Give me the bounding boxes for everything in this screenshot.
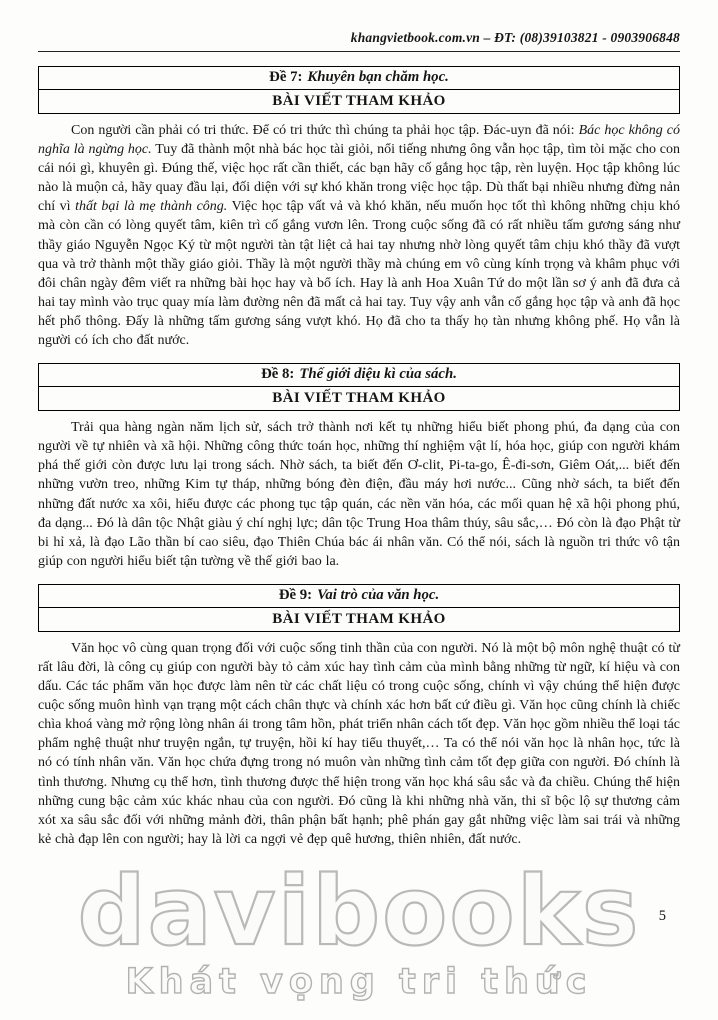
essay-paragraph: Trải qua hàng ngàn năm lịch sử, sách trở thành nơi kết tụ những hiểu biết phong phú, đa dạng của con người về tự nhiên và xã hội. Những công thức toán học, những thí nghiệm vật lí, hóa học, giúp con người khám phá thế giới còn được lưu lại trong sách. Nhờ sách, ta biết đến Ơ-clit, Pi-ta-go, Ê-đi-sơn, Giêm Oát,... biết đến những vườn treo, những Kim tự tháp, những bóng đèn điện, đầu máy hơi nước... Cũng nhờ sách, ta biết đến những đất nước xa xôi, hiểu được các phong tục tập quán, các nền văn hóa, các mối quan hệ xã hội phong phú, đa dạng... Đó là dân tộc Nhật giàu ý chí nghị lực; dân tộc Trung Hoa thâm thúy, sâu sắc,… Đó còn là đạo Phật từ bi hỉ xả, là đạo Lão thần bí cao siêu, đạo Thiên Chúa bác ái nhân văn. Có thể nói, sách là nguồn tri thức vô tận giúp con người hiểu biết tận tường về thế giới bao la. <box>38 420 680 569</box>
essay-paragraph: Con người cần phải có tri thức. Để có tri thức thì chúng ta phải học tập. Đác-uyn đã nói: Bác học không có nghĩa là ngừng học. Tuy đã thành một nhà bác học tài giỏi, nổi tiếng nhưng ông vẫn học tập, tìm tòi mặc cho con cái nói gì, khuyên gì. Đúng thế, việc học rất cần thiết, các bạn hãy cố gắng học tập, rèn luyện. Học tập không lúc nào là muộn cả, hãy quay đầu lại, đối diện với sự khó khăn trong việc học tập. Dù thất bại nhiều nhưng đừng nản chí vì thất bại là mẹ thành công. Việc học tập vất vả và khó khăn, nếu muốn học tốt thì không những chịu khó mà còn cần có lòng quyết tâm, kiên trì cố gắng vươn lên. Trong cuộc sống đã có rất nhiều tấm gương sáng như thầy giáo Nguyễn Ngọc Ký từ một người tàn tật liệt cả hai tay nhưng nhờ lòng quyết tâm chịu khó thầy đã vượt qua và trở thành một thầy giáo giỏi. Thầy là một người thầy mà chúng em vô cùng kính trọng và khâm phục với đôi chân ngày đêm viết ra những bài học hay và bổ ích. Hay là anh Hoa Xuân Tứ do một lần sơ ý anh đã đưa cả hai tay mình vào trục quay mía làm đường nên đã mất cả hai tay. Tuy vậy anh vẫn cố gắng học tập và anh đã học hết phổ thông. Đấy là những tấm gương sáng vượt khó. Họ đã cho ta thấy họ tàn nhưng không phế. Họ vẫn là người có ích cho đất nước. <box>38 123 681 349</box>
essay-prompt-title <box>38 363 680 387</box>
page-number: 5 <box>658 908 666 924</box>
prompt-number: Đề 7: <box>269 69 303 85</box>
prompt-title-text: Vai trò của văn học. <box>317 586 440 603</box>
prompt-number: Đề 8: <box>261 366 295 383</box>
reference-essay-heading: BÀI VIẾT THAM KHẢO <box>38 90 680 114</box>
essay-paragraph: Văn học vô cùng quan trọng đối với cuộc sống tinh thần của con người. Nó là một bộ môn nghệ thuật có từ rất lâu đời, là công cụ giúp con người bày tỏ cảm xúc hay tình cảm của mình bằng những từ ngữ, kí hiệu và con dấu. Các tác phẩm văn học được làm nên từ các chất liệu có trong cuộc sống, chính vì vậy chúng thể hiện được cuộc sống muôn hình vạn trạng một cách chân thực và chính xác hơn bất cứ điều gì. Văn học cũng chính là chiếc chìa khoá vàng mở rộng lòng nhân ái trong tâm hồn, phát triển nhân cách tốt đẹp. Văn học gồm nhiều thể loại tác phẩm nghệ thuật như truyện ngắn, tự truyện, hồi kí hay tiểu thuyết,… Ta có thể nói văn học là nhân học, tức là nó có tính nhân văn. Văn học chứa đựng trong nó muôn vàn những tình cảm tốt đẹp giữa con người. Đó chính là tình thương. Nhưng cụ thể hơn, tình thương được thể hiện trong văn học khá sâu sắc và đa chiều. Chúng thể hiện những cung bậc cảm xúc khác nhau của con người. Đó cũng là khi những nhà văn, thi sĩ bộc lộ sự thương cảm xót xa sâu sắc đối với những mảnh đời, thân phận bất hạnh; phê phán gay gắt những việc làm sai trái và những kẻ chà đạp lên con người; hay là lời ca ngợi vẻ đẹp quê hương, thiên nhiên, đất nước. <box>38 640 680 847</box>
watermark-slogan: Khát vọng tri thức <box>125 962 593 1002</box>
essay-prompt-title <box>38 66 680 90</box>
reference-essay-heading: BÀI VIẾT THAM KHẢO <box>38 387 680 411</box>
prompt-number: Đề 9: <box>278 586 313 603</box>
reference-essay-heading: BÀI VIẾT THAM KHẢO <box>38 608 680 632</box>
section-de-7 <box>38 66 680 350</box>
prompt-title-text: Khuyên bạn chăm học. <box>307 69 449 85</box>
watermark-logo-text: davibooks <box>77 857 641 967</box>
publisher-watermark <box>0 857 718 1002</box>
prompt-title-text: Thế giới diệu kì của sách. <box>299 366 457 383</box>
section-de-8 <box>38 363 680 571</box>
page-header: khangvietbook.com.vn – ĐT: (08)39103821 - 0903906848 <box>38 30 680 52</box>
essay-prompt-title <box>38 584 680 608</box>
section-de-9 <box>38 584 680 849</box>
